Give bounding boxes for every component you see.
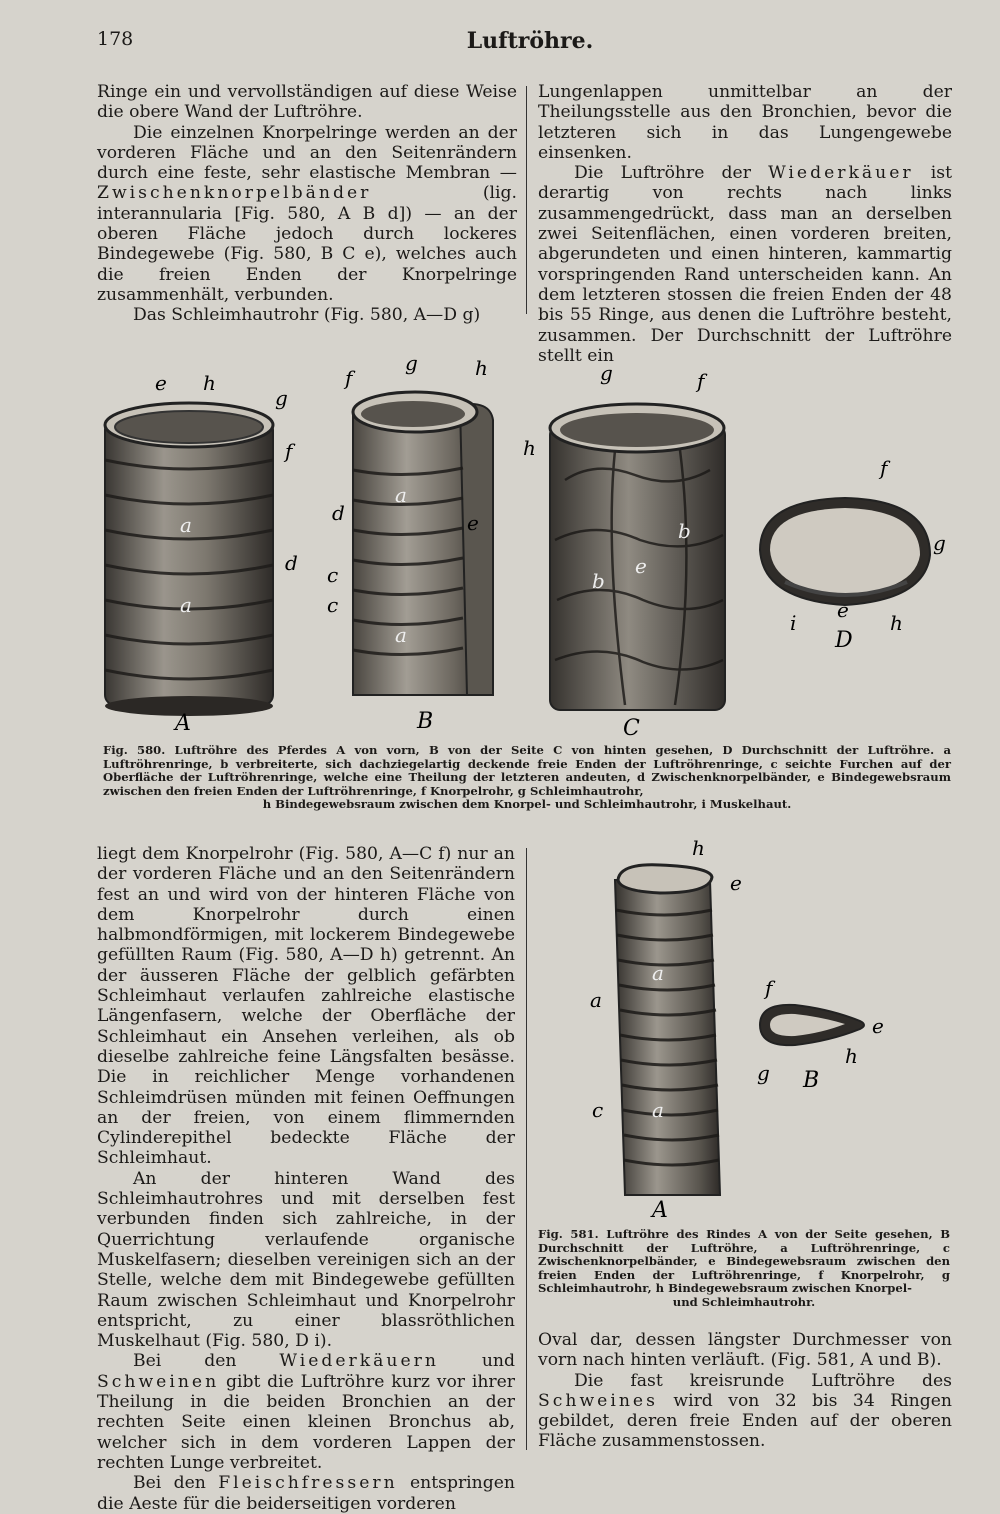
spaced-term: Zwischenknorpelbänder	[97, 183, 372, 204]
text-run: Bei den	[133, 1473, 219, 1494]
label-e: e	[467, 511, 479, 535]
paragraph: Lungenlappen unmittelbar an der Theilungsstelle aus den Bronchien, bevor die letzteren sich in das Lungengewebe einsenken.	[538, 82, 952, 163]
caption-text: h Bindegewebsraum zwischen dem Knorpel- und Schleimhautrohr, i Muskelhaut.	[262, 797, 792, 812]
label-a: a	[590, 988, 602, 1012]
trachea-back-view-C	[523, 361, 725, 740]
label-g: g	[600, 361, 613, 385]
text-run: Bei den	[133, 1351, 280, 1372]
label-b: b	[592, 569, 605, 593]
text-run: Die fast kreisrunde Luftröhre des	[574, 1370, 952, 1391]
text-run: und	[438, 1351, 515, 1372]
label-f: f	[345, 366, 353, 390]
text-run: ist derartig von rechts nach links zusammengedrückt, dass man an derselben zwei Seitenflächen, einen vorderen breiten, abgerundeten und einen hinteren, kammartig vorspringenden Rand unterscheiden kann. An dem letzteren stossen die freien Enden der 48 bis 55 Ringe, aus denen die Luftröhre besteht, zusammen. Der Durchschnitt der Luftröhre stellt ein	[538, 163, 952, 366]
page-number: 178	[97, 28, 134, 50]
caption-text: Fig. 581. Luftröhre des Rindes A von der Seite gesehen, B Durchschnitt der Luftröhre, a Luftröhrenringe, c Zwischenknorpelbänder, e Bindegewebsraum zwischen den freien Enden der Luftröhrenringe, f Knorpelrohr, g Schleimhautrohr, h Bindegewebsraum zwischen Knorpel-	[538, 1227, 950, 1296]
column-divider	[526, 86, 527, 314]
trachea-side-view-A	[590, 836, 742, 1220]
label-a: a	[652, 961, 664, 985]
caption-text: und Schleimhautrohr.	[672, 1294, 816, 1309]
label-f: f	[765, 976, 773, 1000]
label-g: g	[275, 386, 288, 410]
trachea-cross-section-B	[757, 976, 884, 1093]
left-column-top	[97, 82, 517, 326]
paragraph: Oval dar, dessen längster Durchmesser von vorn nach hinten verläuft. (Fig. 581, A und B).	[538, 1330, 952, 1371]
paragraph: Das Schleimhautrohr (Fig. 580, A—D g)	[133, 305, 481, 326]
label-C: C	[623, 716, 640, 740]
paragraph	[538, 1371, 952, 1452]
figure-581-illustration	[560, 835, 950, 1220]
paragraph: liegt dem Knorpelrohr (Fig. 580, A—C f) nur an der vorderen Fläche und an den Seitenrändern fest an und wird von der hinteren Fläche von dem Knorpelrohr durch einen halbmondförmigen, mit lockerem Bindegewebe gefüllten Raum (Fig. 580, A—D h) getrennt. An der äusseren Fläche der gelblich gefärbten Schleimhaut verlaufen zahlreiche elastische Längenfasern, welche der Oberfläche der Schleimhaut ein Ansehen verleihen, als ob dieselbe zahlreiche feine Längsfalten besässe. Die in reichlicher Menge vorhandenen Schleimdrüsen münden mit feinen Oeffnungen an der freien, von einem flimmernden Cylinderepithel bedeckte Fläche der Schleimhaut.	[97, 844, 515, 1169]
right-column-bottom	[538, 1330, 952, 1452]
label-h: h	[845, 1044, 858, 1068]
label-g: g	[933, 531, 946, 555]
label-A: A	[652, 1198, 668, 1220]
label-b: b	[678, 519, 691, 543]
label-a: a	[180, 513, 192, 537]
label-h: h	[475, 356, 488, 380]
figure-580-illustration	[95, 350, 965, 740]
label-a: a	[180, 593, 192, 617]
label-g: g	[405, 351, 418, 375]
spaced-term: Schweinen	[97, 1371, 220, 1392]
right-column-top	[538, 82, 952, 366]
spaced-term: Wiederkäuer	[768, 163, 914, 184]
label-h: h	[890, 611, 903, 635]
figure-580-caption	[103, 744, 951, 812]
label-e: e	[837, 598, 849, 622]
label-g: g	[757, 1061, 770, 1085]
column-divider	[526, 848, 527, 1450]
label-c: c	[592, 1098, 604, 1122]
label-h: h	[692, 836, 705, 860]
text-run: Die Luftröhre der	[574, 163, 769, 184]
text-run: entspringen die Aeste für die beiderseitigen vorderen	[97, 1473, 515, 1514]
label-e: e	[155, 371, 167, 395]
text-run: gibt die Luftröhre kurz vor ihrer Theilung in die beiden Bronchien an der rechten Seite einen kleinen Bronchus ab, welcher sich in dem vorderen Lappen der rechten Lunge verbreitet.	[97, 1371, 515, 1473]
label-h: h	[523, 436, 536, 460]
spaced-term: Wiederkäuern	[279, 1351, 439, 1372]
label-B: B	[803, 1068, 820, 1093]
label-f: f	[285, 439, 293, 463]
label-e: e	[635, 554, 647, 578]
paragraph: An der hinteren Wand des Schleimhautrohres und mit derselben fest verbunden finden sich zahlreiche, in der Querrichtung verlaufende organische Muskelfasern; dieselben vereinigen sich an der Stelle, welche dem mit Bindegewebe gefüllten Raum zwischen Schleimhaut und Knorpelrohr entspricht, zu einer blassröthlichen Muskelhaut (Fig. 580, D i).	[97, 1168, 515, 1352]
paragraph	[538, 163, 952, 366]
text-run: Die einzelnen Knorpelringe werden an der vorderen Fläche und an den Seitenrändern durch eine feste, sehr elastische Membran —	[97, 122, 517, 184]
figure-581-caption	[538, 1228, 950, 1310]
trachea-cross-section-D	[760, 456, 946, 653]
label-e: e	[730, 871, 742, 895]
label-f: f	[880, 456, 888, 480]
caption-text: Fig. 580. Luftröhre des Pferdes A von vorn, B von der Seite C von hinten gesehen, D Durchschnitt der Luftröhre. a Luftröhrenringe, b verbreiterte, sich dachziegelartig deckende freie Enden der Luftröhrenringe, c seichte Furchen auf der Oberfläche der Luftröhrenringe, welche eine Theilung der letzteren andeuten, d Zwischenknorpelbänder, e Bindegewebsraum zwischen den freien Enden der Luftröhrenringe, f Knorpelrohr, g Schleimhautrohr,	[103, 743, 951, 798]
running-head: Luftröhre.	[466, 28, 594, 54]
trachea-front-view-A	[105, 371, 298, 736]
label-f: f	[697, 369, 705, 393]
trachea-side-view-B	[327, 351, 493, 734]
label-i: i	[790, 611, 797, 635]
left-column-bottom	[97, 844, 515, 1514]
label-a: a	[652, 1098, 664, 1122]
label-D: D	[835, 628, 853, 653]
label-A: A	[175, 711, 191, 736]
label-c: c	[327, 563, 339, 587]
spaced-term: Fleischfressern	[218, 1473, 398, 1494]
label-c: c	[327, 593, 339, 617]
text-run: (lig. interannularia [Fig. 580, A B d]) — an der oberen Fläche jedoch durch lockeres Bindegewebe (Fig. 580, B C e), welches auch die freien Enden der Knorpelringe zusammenhält, verbunden.	[97, 183, 517, 305]
paragraph	[97, 1473, 515, 1514]
label-e: e	[872, 1014, 884, 1038]
figure-580-svg	[95, 350, 965, 740]
label-a: a	[395, 623, 407, 647]
label-a: a	[395, 483, 407, 507]
label-d: d	[285, 551, 298, 575]
label-B: B	[417, 709, 434, 734]
paragraph	[97, 123, 517, 306]
label-h: h	[203, 371, 216, 395]
spaced-term: Schweines	[538, 1390, 658, 1411]
text-run: wird von 32 bis 34 Ringen gebildet, deren freie Enden auf der oberen Fläche zusammenstossen.	[538, 1390, 952, 1452]
paragraph: Ringe ein und vervollständigen auf diese Weise die obere Wand der Luftröhre.	[97, 82, 517, 123]
paragraph	[97, 1351, 515, 1473]
figure-581-svg	[560, 835, 950, 1220]
label-d: d	[332, 501, 345, 525]
